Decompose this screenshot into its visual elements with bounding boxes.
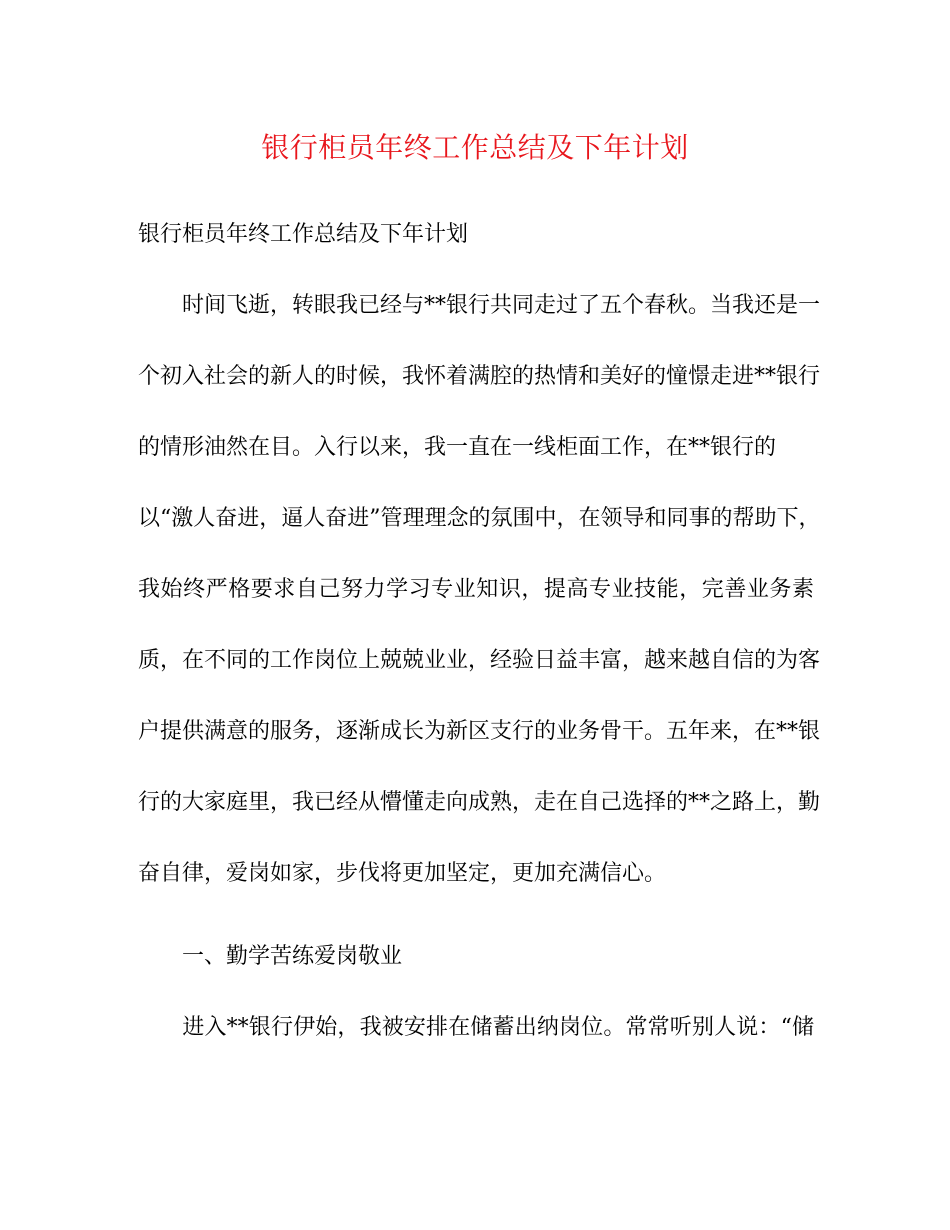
paragraph-line: 质，在不同的工作岗位上兢兢业业，经验日益丰富，越来越自信的为客: [138, 648, 821, 673]
paragraph-line: 户提供满意的服务，逐渐成长为新区支行的业务骨干。五年来，在**银: [138, 719, 821, 744]
document-subtitle: 银行柜员年终工作总结及下年计划: [138, 222, 469, 247]
paragraph-line: 奋自律，爱岗如家，步伐将更加坚定，更加充满信心。: [138, 861, 667, 886]
section-heading: 一、勤学苦练爱岗敬业: [138, 944, 403, 969]
paragraph-line: 进入**银行伊始，我被安排在储蓄出纳岗位。常常听别人说：“储: [138, 1015, 814, 1040]
paragraph-line: 时间飞逝，转眼我已经与**银行共同走过了五个春秋。当我还是一: [138, 293, 821, 318]
paragraph-line: 我始终严格要求自己努力学习专业知识，提高专业技能，完善业务素: [138, 577, 814, 602]
paragraph-line: 行的大家庭里，我已经从懵懂走向成熟，走在自己选择的**之路上，勤: [138, 790, 821, 815]
document-title: 银行柜员年终工作总结及下年计划: [261, 131, 689, 164]
paragraph-line: 的情形油然在目。入行以来，我一直在一线柜面工作，在**银行的: [138, 435, 777, 460]
paragraph-line: 以“激人奋进，逼人奋进”管理理念的氛围中，在领导和同事的帮助下，: [138, 506, 821, 531]
paragraph-line: 个初入社会的新人的时候，我怀着满腔的热情和美好的憧憬走进**银行: [138, 364, 821, 389]
